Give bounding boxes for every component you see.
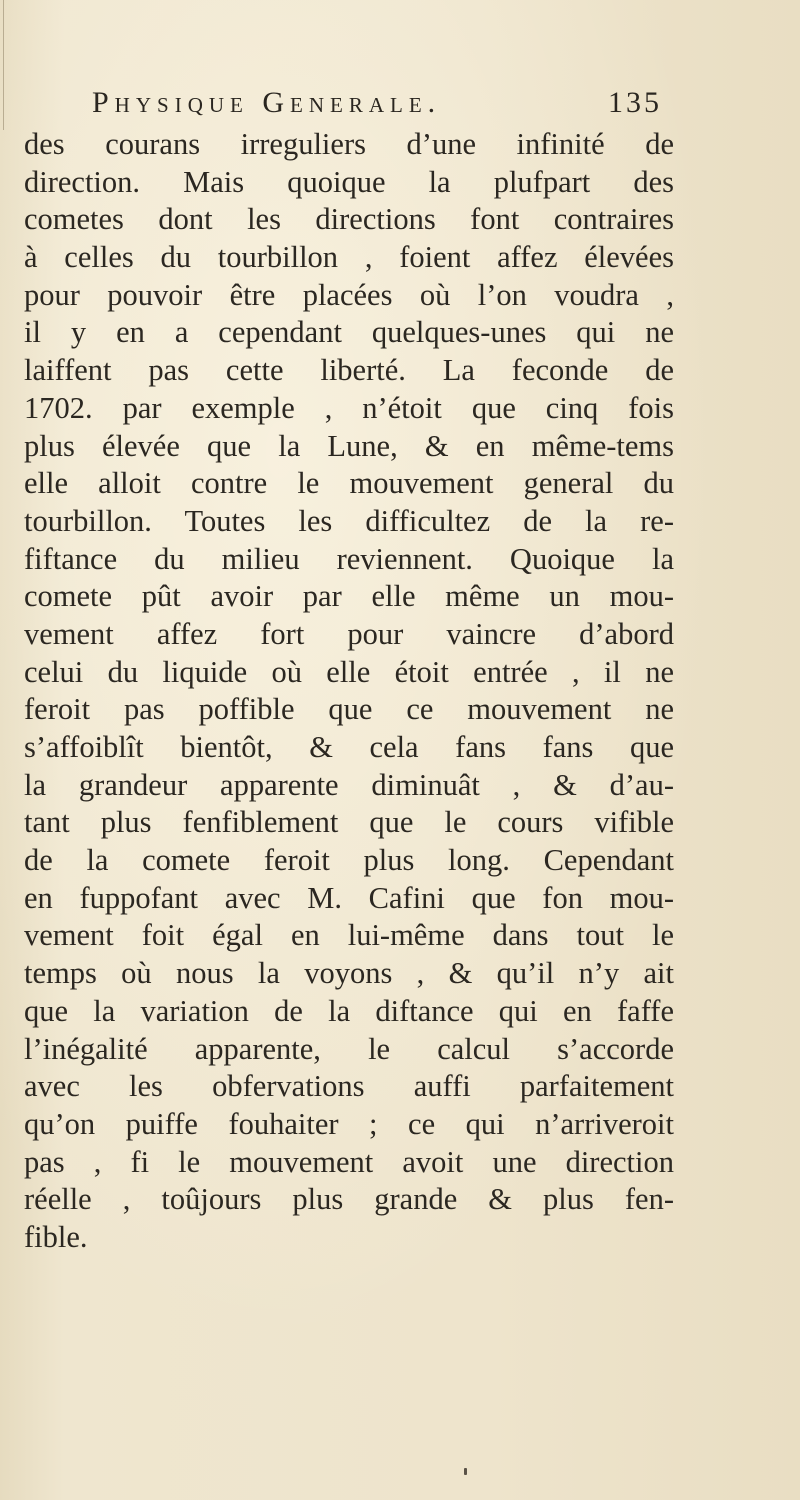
- text-line: direction. Mais quoique la plufpart des: [24, 164, 674, 199]
- text-line: vement affez fort pour vaincre d’abord: [24, 616, 674, 651]
- text-line: pour pouvoir être placées où l’on voudra ,: [24, 277, 674, 312]
- text-line: tant plus fenfiblement que le cours vifible: [24, 805, 674, 840]
- text-line: tourbillon. Toutes les difficultez de la re-: [24, 503, 674, 538]
- text-line: feroit pas poffible que ce mouvement ne: [24, 692, 674, 727]
- page-number: 135: [608, 86, 662, 119]
- running-head: [92, 86, 662, 126]
- text-line: de la comete feroit plus long. Cependant: [24, 843, 674, 878]
- text-line: elle alloit contre le mouvement general du: [24, 466, 674, 501]
- text-line: des courans irreguliers d’une infinité de: [24, 127, 674, 161]
- text-line: fiftance du milieu reviennent. Quoique la: [24, 541, 674, 576]
- text-line: à celles du tourbillon , foient affez élevées: [24, 240, 674, 275]
- text-line: pas , fi le mouvement avoit une direction: [24, 1144, 674, 1179]
- text-line: en fuppofant avec M. Cafini que fon mou-: [24, 880, 674, 915]
- running-title: Physique Generale.: [92, 86, 442, 119]
- text-line: laiffent pas cette liberté. La feconde de: [24, 353, 674, 388]
- text-line: cometes dont les directions font contraires: [24, 202, 674, 237]
- text-line: temps où nous la voyons , & qu’il n’y ait: [24, 956, 674, 991]
- ink-speck: [464, 1468, 467, 1475]
- text-line: l’inégalité apparente, le calcul s’accorde: [24, 1031, 674, 1066]
- text-line: s’affoiblît bientôt, & cela fans fans que: [24, 730, 674, 764]
- text-line: 1702. par exemple , n’étoit que cinq fois: [24, 390, 674, 425]
- text-line: vement foit égal en lui-même dans tout le: [24, 918, 674, 953]
- text-line: comete pût avoir par elle même un mou-: [24, 579, 674, 614]
- text-line-last: fible.: [24, 1219, 88, 1254]
- text-line: réelle , toûjours plus grande & plus fen-: [24, 1182, 674, 1217]
- page-edge-line: [3, 0, 4, 130]
- text-line: que la variation de la diftance qui en faffe: [24, 993, 674, 1028]
- text-line: plus élevée que la Lune, & en même-tems: [24, 428, 674, 463]
- body-text: [24, 126, 674, 1257]
- text-line: il y en a cependant quelques-unes qui ne: [24, 315, 674, 350]
- text-line: la grandeur apparente diminuât , & d’au-: [24, 767, 674, 802]
- text-line: qu’on puiffe fouhaiter ; ce qui n’arriveroit: [24, 1106, 674, 1141]
- text-line: celui du liquide où elle étoit entrée , il ne: [24, 654, 674, 689]
- text-line: avec les obfervations auffi parfaitement: [24, 1069, 674, 1104]
